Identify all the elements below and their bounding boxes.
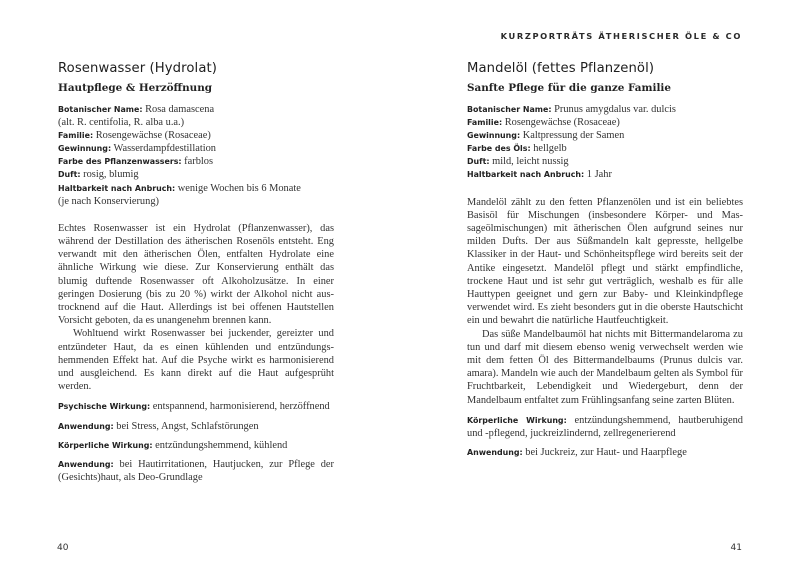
- rosenwasser-entry: [58, 61, 334, 490]
- fact-shelf-life-note: (je nach Konservierung): [58, 195, 159, 207]
- paragraph: Das süße Mandelbaumöl hat nichts mit Bittermandelaroma zu tun und darf mit diesem ebenso wenig verwechselt werden wie mit dem fetten Öl des Bittermandelbaums (Prunus dulcis var. amara). Mandeln wie auch der Mandelbaum gelten als Symbol für Fruchtbarkeit, Lebendigkeit und Wiedergeburt, denn der Mandelbaum entfaltet zum Frühlingsanfang seine zarten Blüten.: [467, 328, 743, 406]
- effect-physical-use: Anwendung: bei Hautirritationen, Hautjucken, zur Pflege der (Gesichts)haut, als Deo-Grundlage: [58, 459, 334, 484]
- effects-list: [467, 414, 743, 460]
- running-head: KURZPORTRÄTS ÄTHERISCHER ÖLE & CO: [500, 31, 742, 41]
- fact-botanical-alt: (alt. R. centifolia, R. alba u.a.): [58, 117, 185, 129]
- fact-extraction: Gewinnung: Kaltpressung der Samen: [467, 130, 625, 142]
- entry-title: Rosenwasser (Hydrolat): [58, 61, 218, 76]
- fact-shelf-life: Haltbarkeit nach Anbruch: wenige Wochen bis 6 Monate: [58, 182, 301, 194]
- fact-list: [58, 103, 334, 208]
- fact-shelf-life: Haltbarkeit nach Anbruch: 1 Jahr: [467, 169, 612, 181]
- fact-botanical-name: Botanischer Name: Prunus amygdalus var. dulcis: [467, 104, 676, 115]
- effect-physical: Körperliche Wirkung: entzündungshemmend, kühlend: [58, 439, 288, 451]
- effect-psychic: Psychische Wirkung: entspannend, harmonisierend, herzöffnend: [58, 401, 330, 413]
- body-text: [467, 196, 743, 407]
- entry-subtitle: Sanfte Pflege für die ganze Familie: [467, 82, 671, 94]
- page-number: 41: [730, 543, 742, 553]
- right-page: [400, 0, 800, 585]
- paragraph: Wohltuend wirkt Rosenwasser bei juckender, gereizter und entzündeter Haut, da es einen kühlenden und entzündungshemmenden Effekt hat. Auf die Psyche wirkt es harmonisierend und ausgleichend. Es kann direkt auf die Haut aufgesprüht werden.: [58, 328, 334, 393]
- effect-physical-use: Anwendung: bei Juckreiz, zur Haut- und Haarpflege: [467, 447, 687, 459]
- fact-list: [467, 103, 743, 182]
- entry-title: Mandelöl (fettes Pflanzenöl): [467, 61, 655, 76]
- fact-family: Familie: Rosengewächse (Rosaceae): [467, 117, 620, 129]
- fact-extraction: Gewinnung: Wasserdampfdestillation: [58, 143, 216, 155]
- fact-family: Familie: Rosengewächse (Rosaceae): [58, 130, 211, 142]
- effect-physical: Körperliche Wirkung: entzündungshemmend, hautberuhigend und -pflegend, juckreizlindernd, zellregenerierend: [467, 414, 744, 440]
- body-text: [58, 222, 334, 394]
- mandeloel-entry: [467, 61, 743, 465]
- entry-subtitle: Hautpflege & Herzöffnung: [58, 82, 213, 94]
- fact-scent: Duft: mild, leicht nussig: [467, 156, 569, 168]
- fact-scent: Duft: rosig, blumig: [58, 169, 139, 181]
- fact-botanical-name: Botanischer Name: Rosa damascena: [58, 104, 215, 115]
- paragraph: Mandelöl zählt zu den fetten Pflanzenölen und ist ein beliebtes Basisöl für Mischungen (insbesondere Körper- und Massageölmischungen) mit ätherischen Ölen aufgrund seines nur milden Dufts. Der aus Süßmandeln kalt gepresste, hellgelbe Klassiker in der Haut- und Schönheitspflege wird bereits seit der Antike eingesetzt. Mandelöl pflegt und stärkt empfindliche, trockene Haut und ist sehr gut verträglich, weshalb es für alle Hauttypen geeignet und gern zur Baby- und Kleinkindpflege verwendet wird. Es zieht besonders gut in die oberste Hautschicht ein und bewahrt die natürliche Hautfeuchtigkeit.: [467, 196, 743, 327]
- effects-list: [58, 400, 334, 484]
- fact-color: Farbe des Pflanzenwassers: farblos: [58, 156, 214, 168]
- fact-color: Farbe des Öls: hellgelb: [467, 143, 567, 155]
- page-number: 40: [57, 543, 69, 553]
- effect-psychic-use: Anwendung: bei Stress, Angst, Schlafstörungen: [58, 420, 259, 432]
- paragraph: Echtes Rosenwasser ist ein Hydrolat (Pflanzenwasser), das während der Destillation des ätherischen Rosenöls entsteht. Eng verwandt mit den ätherischen Ölen, entfalten Hydrolate eine ähnliche Wirkung wie diese. Zur Konservierung enthält das blumig duftende Rosenwasser oft Alkoholzusätze. In einer geringen Dosierung (bis zu 20 %) wirkt der Alkohol nicht austrocknend auf die Haut. Allerdings ist bei offenen Hautstellen Vorsicht geboten, da es unangenehm brennen kann.: [58, 222, 334, 327]
